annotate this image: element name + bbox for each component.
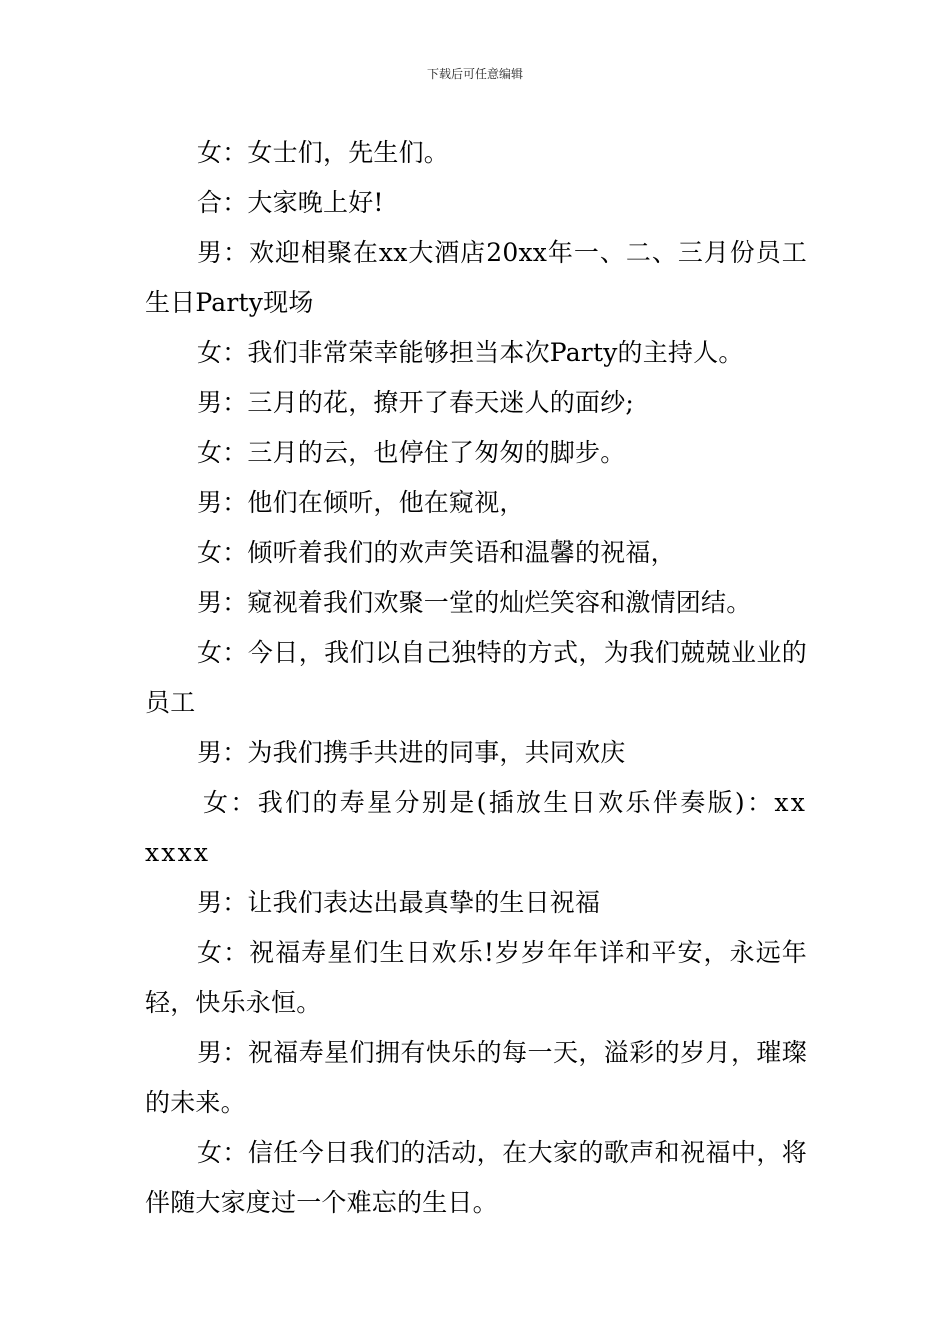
paragraph-5: 男：三月的花，撩开了春天迷人的面纱;: [197, 388, 635, 417]
paragraph-3: 男：欢迎相聚在xx大酒店20xx年一、二、三月份员工生日Party现场: [145, 238, 807, 317]
paragraph-7: 男：他们在倾听，他在窥视，: [197, 488, 525, 517]
paragraph-2: 合：大家晚上好!: [197, 188, 384, 217]
paragraph-12: 女：我们的寿星分别是(插放生日欢乐伴奏版)：xxxxxx: [145, 788, 807, 867]
paragraph-11: 男：为我们携手共进的同事，共同欢庆: [197, 738, 626, 767]
paragraph-14: 女：祝福寿星们生日欢乐!岁岁年年详和平安，永远年轻，快乐永恒。: [145, 938, 807, 1017]
paragraph-8: 女：倾听着我们的欢声笑语和温馨的祝福，: [197, 538, 676, 567]
paragraph-9: 男：窥视着我们欢聚一堂的灿烂笑容和激情团结。: [197, 588, 752, 617]
page-header: 下载后可任意编辑: [426, 67, 523, 81]
paragraph-13: 男：让我们表达出最真挚的生日祝福: [197, 888, 601, 917]
paragraph-4: 女：我们非常荣幸能够担当本次Party的主持人。: [197, 338, 744, 367]
paragraph-6: 女：三月的云，也停住了匆匆的脚步。: [197, 438, 626, 467]
document-body: [145, 128, 807, 1228]
paragraph-16: 女：信任今日我们的活动，在大家的歌声和祝福中，将伴随大家度过一个难忘的生日。: [145, 1138, 807, 1217]
paragraph-10: 女：今日，我们以自己独特的方式，为我们兢兢业业的员工: [145, 638, 807, 717]
paragraph-15: 男：祝福寿星们拥有快乐的每一天，溢彩的岁月，璀璨的未来。: [145, 1038, 807, 1117]
paragraph-1: 女：女士们，先生们。: [197, 138, 450, 167]
